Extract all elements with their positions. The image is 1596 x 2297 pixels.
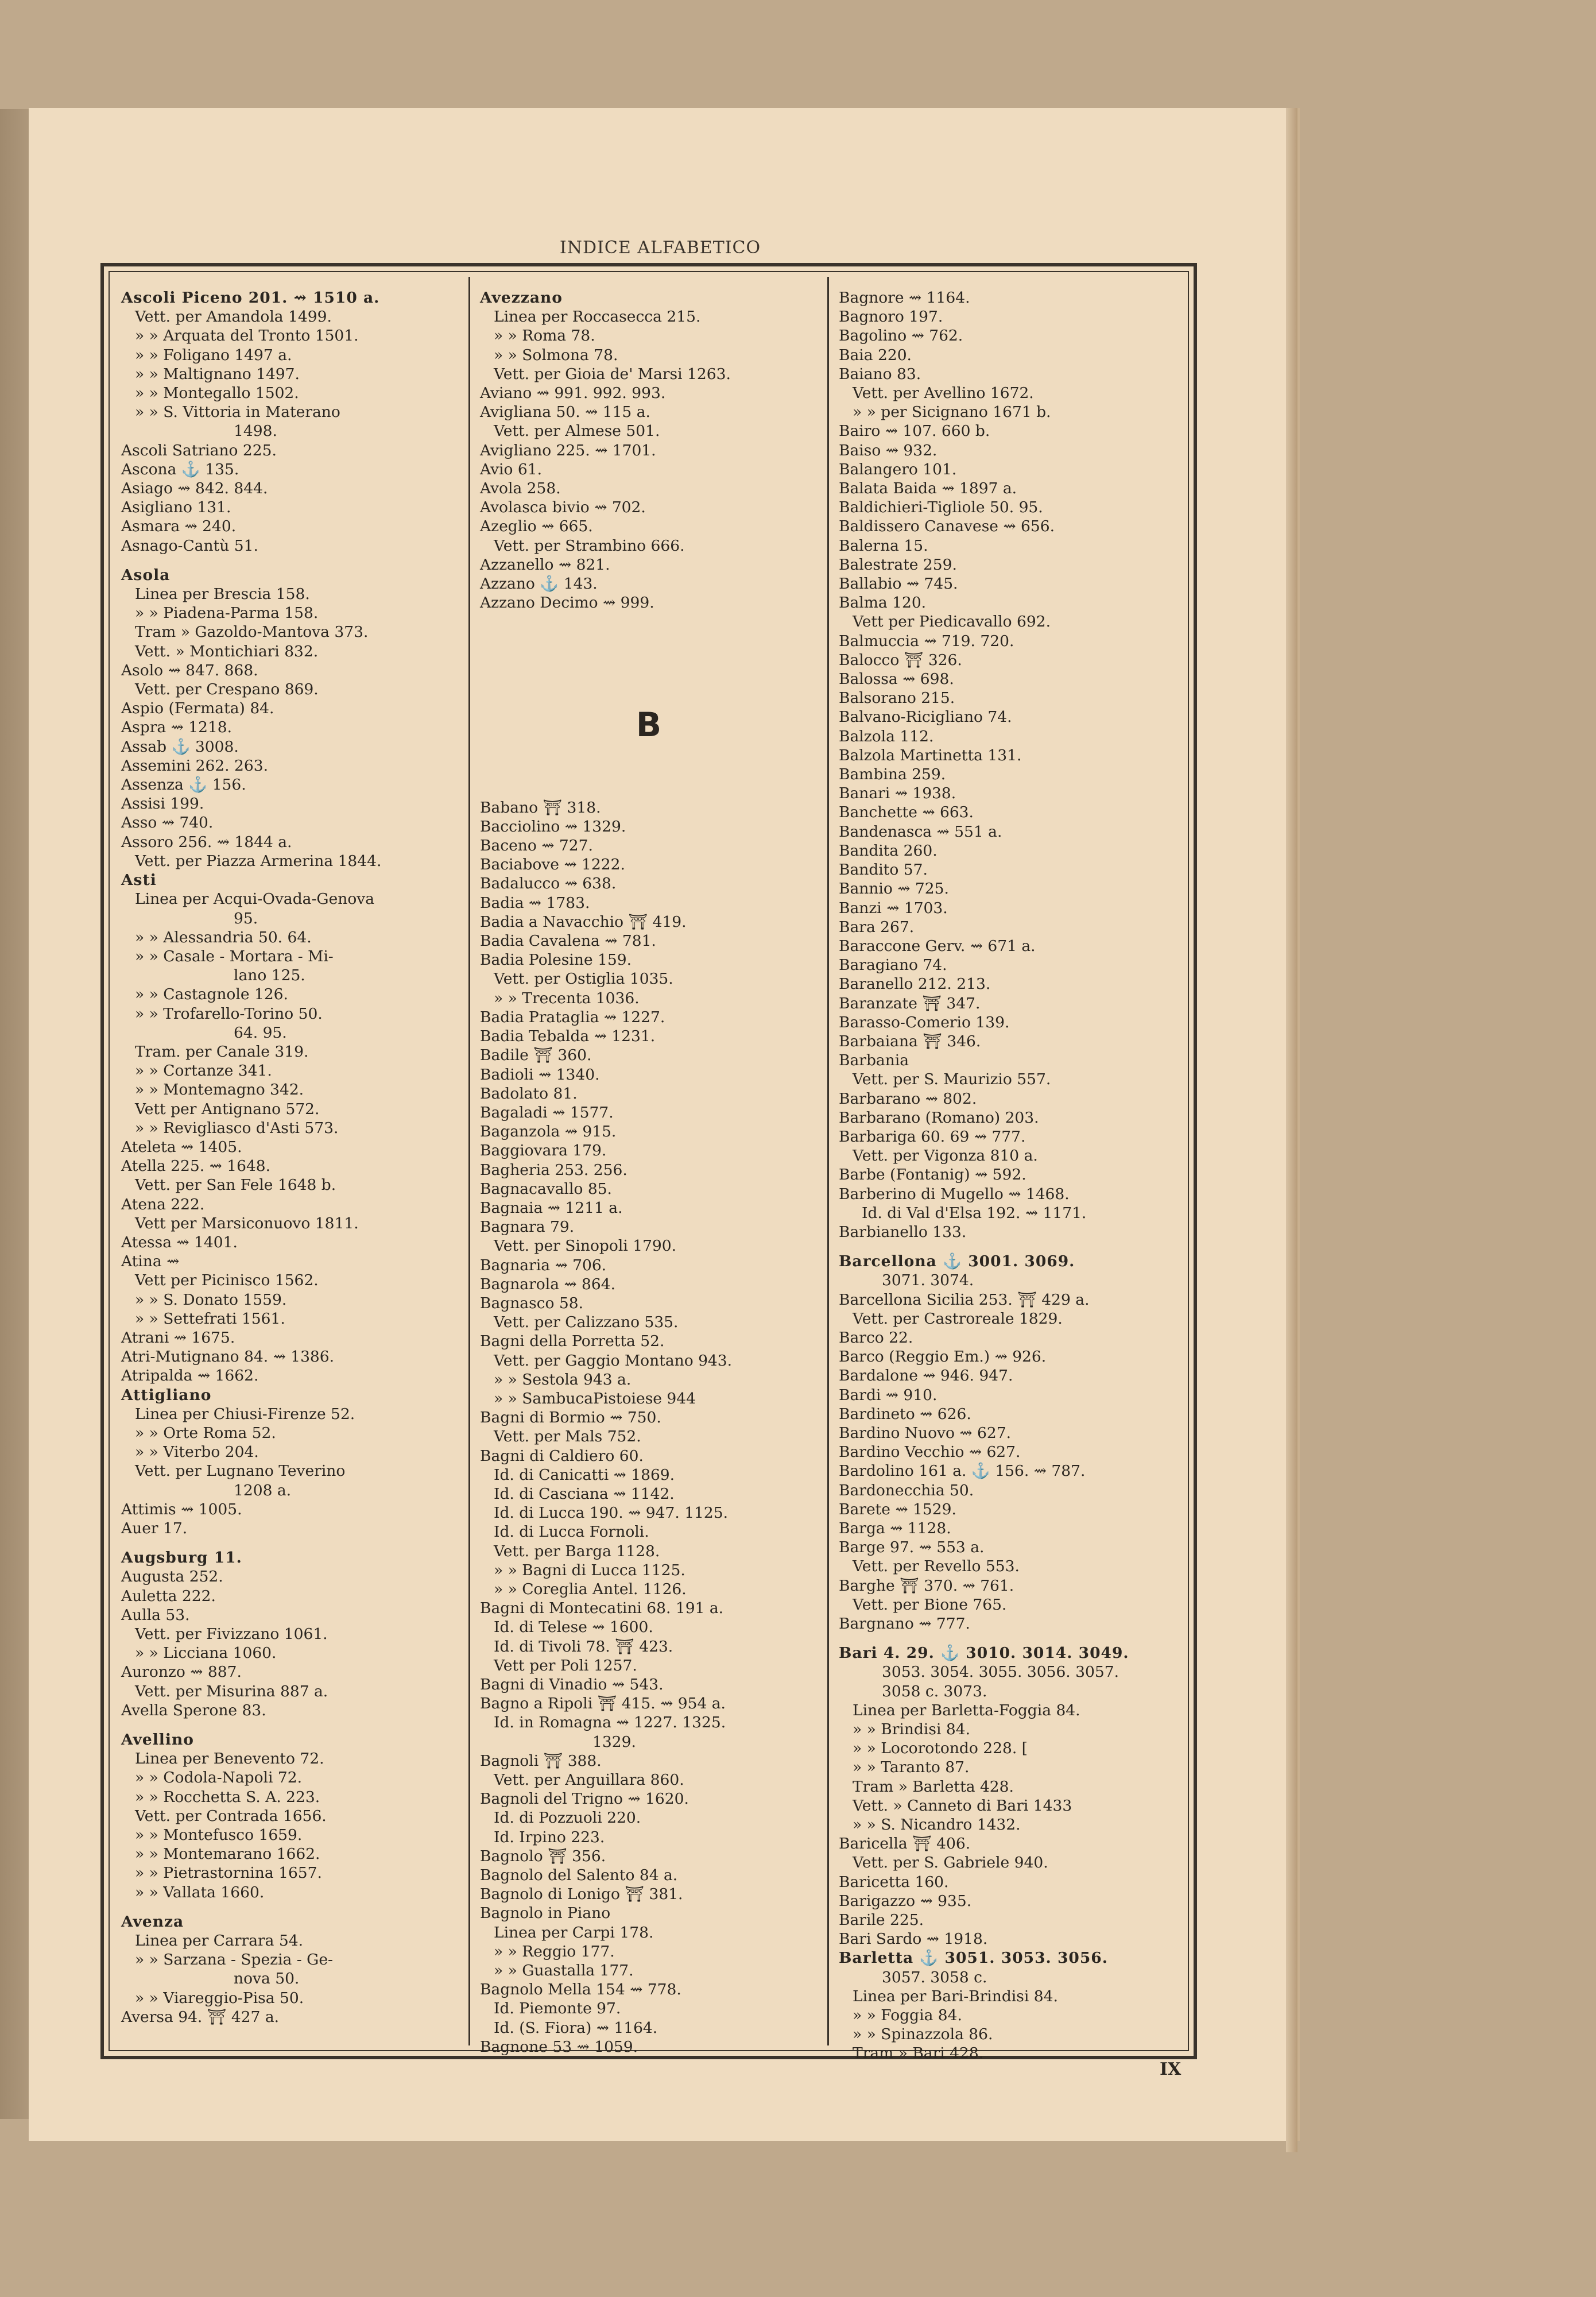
index-entry: Badia Prataglia ⇝ 1227. xyxy=(480,1008,665,1026)
index-entry: » » Bagni di Lucca 1125. xyxy=(494,1561,685,1579)
index-entry: Balocco ⛩ 326. xyxy=(839,651,962,669)
index-entry: Bagnore ⇝ 1164. xyxy=(839,289,970,307)
index-column-3 xyxy=(839,288,1176,2063)
index-entry: Badia Tebalda ⇝ 1231. xyxy=(480,1027,656,1046)
index-entry: » » Rocchetta S. A. 223. xyxy=(135,1788,320,1806)
index-entry: » » Cortanze 341. xyxy=(135,1062,272,1080)
index-entry: Linea per Chiusi-Firenze 52. xyxy=(135,1405,355,1423)
index-entry: Vett per Picinisco 1562. xyxy=(135,1271,319,1290)
index-entry: » » per Sicignano 1671 b. xyxy=(853,403,1051,421)
index-entry: Atena 222. xyxy=(121,1195,205,1213)
index-entry: Badioli ⇝ 1340. xyxy=(480,1065,600,1084)
index-entry: Linea per Brescia 158. xyxy=(135,585,310,604)
index-entry: Babano ⛩ 318. xyxy=(480,798,601,817)
index-entry: Balma 120. xyxy=(839,594,927,612)
index-entry: » » Licciana 1060. xyxy=(135,1644,277,1662)
index-entry: Bagnone 53 ⇝ 1059. xyxy=(480,2037,638,2056)
index-entry: » » Trecenta 1036. xyxy=(494,989,640,1007)
index-entry: Barcellona Sicilia 253. ⛩ 429 a. xyxy=(839,1290,1090,1309)
index-entry: Vett. per Contrada 1656. xyxy=(135,1807,327,1825)
index-entry: Avella Sperone 83. xyxy=(121,1701,266,1719)
index-entry: » » Spinazzola 86. xyxy=(853,2025,993,2044)
index-entry: Auer 17. xyxy=(121,1519,188,1537)
index-entry: Baranzate ⛩ 347. xyxy=(839,994,981,1012)
index-entry: » » Montemarano 1662. xyxy=(135,1845,320,1863)
index-entry: Vett per Marsiconuovo 1811. xyxy=(135,1214,359,1232)
index-heading: Avezzano xyxy=(480,289,563,307)
index-entry: » » Montegallo 1502. xyxy=(135,384,299,403)
index-entry: Vett. per S. Maurizio 557. xyxy=(853,1070,1051,1089)
index-entry: Bardolino 161 a. ⚓ 156. ⇝ 787. xyxy=(839,1462,1086,1480)
index-entry: Barete ⇝ 1529. xyxy=(839,1500,956,1518)
index-entry: Bagni di Vinadio ⇝ 543. xyxy=(480,1676,664,1693)
index-entry: Linea per Roccasecca 215. xyxy=(494,308,701,326)
index-entry: » » Pietrastornina 1657. xyxy=(135,1864,322,1882)
index-entry: Atessa ⇝ 1401. xyxy=(121,1233,238,1251)
index-heading: Bari 4. 29. ⚓ 3010. 3014. 3049. xyxy=(839,1644,1129,1662)
index-entry: Asiago ⇝ 842. 844. xyxy=(121,479,268,498)
index-entry: Badia ⇝ 1783. xyxy=(480,894,590,912)
index-entry: Bagnoro 197. xyxy=(839,308,943,326)
index-entry: Barile 225. xyxy=(839,1911,924,1929)
index-entry: Baganzola ⇝ 915. xyxy=(480,1123,617,1141)
index-entry: Bagnolo del Salento 84 a. xyxy=(480,1866,678,1885)
index-entry: Vett. per Ostiglia 1035. xyxy=(494,970,673,988)
index-entry: Ateleta ⇝ 1405. xyxy=(121,1138,242,1156)
index-entry: Vett. per Misurina 887 a. xyxy=(135,1682,328,1700)
index-entry: » » Montefusco 1659. xyxy=(135,1826,303,1844)
index-entry: Vett. per Bione 765. xyxy=(853,1595,1007,1614)
index-entry: Assoro 256. ⇝ 1844 a. xyxy=(121,833,292,851)
index-entry: Bagni della Porretta 52. xyxy=(480,1332,665,1351)
index-entry: Bagni di Caldiero 60. xyxy=(480,1447,644,1465)
index-entry: Baldissero Canavese ⇝ 656. xyxy=(839,517,1055,536)
index-entry: Balsorano 215. xyxy=(839,689,955,707)
index-entry: Baldichieri-Tigliole 50. 95. xyxy=(839,498,1043,517)
index-frame xyxy=(100,263,1197,2063)
index-entry: Badia Cavalena ⇝ 781. xyxy=(480,932,656,950)
index-entry: Badalucco ⇝ 638. xyxy=(480,875,617,893)
index-entry: Id. di Lucca Fornoli. xyxy=(494,1523,649,1541)
index-entry: Asmara ⇝ 240. xyxy=(121,517,237,536)
index-entry: » » Roma 78. xyxy=(494,327,595,345)
index-entry: » » Taranto 87. xyxy=(853,1758,970,1777)
index-entry: » » Alessandria 50. 64. xyxy=(135,928,312,946)
page-number: IX xyxy=(1160,2059,1181,2079)
index-entry: Badile ⛩ 360. xyxy=(480,1046,592,1065)
index-entry: » » Piadena-Parma 158. xyxy=(135,604,319,622)
index-entry: Tram » Barletta 428. xyxy=(853,1777,1014,1796)
index-entry: lano 125. xyxy=(234,966,305,985)
index-entry: Baia 220. xyxy=(839,346,912,364)
index-entry: Balzola Martinetta 131. xyxy=(839,746,1022,764)
index-entry: Linea per Barletta-Foggia 84. xyxy=(853,1701,1080,1719)
index-entry: » » S. Vittoria in Materano xyxy=(135,403,340,421)
index-entry: Vett. per Lugnano Teverino xyxy=(135,1462,346,1480)
index-entry: » » Foggia 84. xyxy=(853,2006,962,2025)
section-letter: B xyxy=(636,705,662,745)
index-entry: Avigliano 225. ⇝ 1701. xyxy=(480,441,656,459)
index-entry: » » Guastalla 177. xyxy=(494,1962,634,1980)
index-entry: Id. (S. Fiora) ⇝ 1164. xyxy=(494,2018,658,2037)
index-entry: » » SambucaPistoiese 944 xyxy=(494,1389,696,1407)
index-entry: Bagaladi ⇝ 1577. xyxy=(480,1103,614,1122)
column-divider xyxy=(827,277,829,2045)
index-entry: Bagnaria ⇝ 706. xyxy=(480,1256,607,1274)
index-entry: Atella 225. ⇝ 1648. xyxy=(121,1157,271,1175)
index-entry: » » Sarzana - Spezia - Ge- xyxy=(135,1951,333,1969)
index-entry: Banchette ⇝ 663. xyxy=(839,803,974,822)
index-entry: Balata Baida ⇝ 1897 a. xyxy=(839,479,1017,498)
index-entry: Bagnarola ⇝ 864. xyxy=(480,1275,616,1293)
book-page xyxy=(29,108,1292,2141)
index-entry: Id. di Canicatti ⇝ 1869. xyxy=(494,1465,675,1484)
index-entry: Barbarano (Romano) 203. xyxy=(839,1108,1039,1127)
column-divider xyxy=(468,277,470,2045)
index-entry: Bagni di Montecatini 68. 191 a. xyxy=(480,1599,724,1618)
index-entry: Barbaiana ⛩ 346. xyxy=(839,1032,981,1050)
index-entry: Assenza ⚓ 156. xyxy=(121,776,246,794)
index-entry: 3057. 3058 c. xyxy=(882,1968,987,1986)
index-entry: Id. di Pozzuoli 220. xyxy=(494,1809,641,1827)
index-entry: Bari Sardo ⇝ 1918. xyxy=(839,1930,988,1948)
index-entry: Asolo ⇝ 847. 868. xyxy=(121,661,258,679)
index-entry: Bagnolo in Piano xyxy=(480,1904,611,1923)
index-entry: Baiso ⇝ 932. xyxy=(839,441,938,459)
index-entry: » » Castagnole 126. xyxy=(135,985,288,1004)
index-heading: Attigliano xyxy=(121,1386,212,1404)
index-entry: Vett. per Castroreale 1829. xyxy=(853,1309,1063,1328)
index-entry: Id. di Val d'Elsa 192. ⇝ 1171. xyxy=(862,1204,1087,1222)
index-entry: Bardalone ⇝ 946. 947. xyxy=(839,1367,1013,1385)
index-entry: 1498. xyxy=(234,422,277,440)
index-entry: Id. di Casciana ⇝ 1142. xyxy=(494,1484,675,1503)
index-entry: Id. di Telese ⇝ 1600. xyxy=(494,1618,653,1637)
index-entry: Bacciolino ⇝ 1329. xyxy=(480,817,626,836)
index-entry: Tram » Gazoldo-Mantova 373. xyxy=(135,623,369,641)
index-entry: Barge 97. ⇝ 553 a. xyxy=(839,1538,985,1557)
index-entry: Bardi ⇝ 910. xyxy=(839,1386,938,1404)
index-column-1 xyxy=(121,288,459,2027)
index-entry: Balangero 101. xyxy=(839,460,957,478)
index-entry: » » Foligano 1497 a. xyxy=(135,346,292,364)
index-entry: Vett. per Gaggio Montano 943. xyxy=(494,1351,733,1370)
index-entry: Vett. per Vigonza 810 a. xyxy=(853,1147,1038,1165)
index-entry: Bagnaia ⇝ 1211 a. xyxy=(480,1198,623,1217)
index-entry: Balerna 15. xyxy=(839,536,928,555)
index-entry: 3053. 3054. 3055. 3056. 3057. xyxy=(882,1663,1119,1681)
index-entry: Bagnolo Mella 154 ⇝ 778. xyxy=(480,1981,681,1999)
index-entry: Barco 22. xyxy=(839,1328,913,1347)
index-entry: Baricetta 160. xyxy=(839,1873,949,1891)
index-entry: Bambina 259. xyxy=(839,765,946,784)
index-entry: Azzano Decimo ⇝ 999. xyxy=(480,594,654,612)
index-entry: Bardineto ⇝ 626. xyxy=(839,1405,971,1423)
index-entry: Vett. per Calizzano 535. xyxy=(494,1313,679,1332)
index-entry: Id. Irpino 223. xyxy=(494,1828,605,1846)
index-entry: Vett. per Mals 752. xyxy=(494,1428,641,1446)
index-entry: Bagnolo di Lonigo ⛩ 381. xyxy=(480,1885,683,1904)
index-entry: » » Settefrati 1561. xyxy=(135,1309,285,1328)
index-entry: Barbianello 133. xyxy=(839,1223,967,1241)
index-entry: Assemini 262. 263. xyxy=(121,756,269,775)
index-entry: Linea per Acqui-Ovada-Genova xyxy=(135,890,375,908)
index-entry: Bagheria 253. 256. xyxy=(480,1161,627,1179)
index-entry: 3058 c. 3073. xyxy=(882,1682,987,1700)
index-heading: Avellino xyxy=(121,1731,194,1749)
index-entry: » » Orte Roma 52. xyxy=(135,1424,276,1442)
index-entry: Ascona ⚓ 135. xyxy=(121,460,239,478)
index-entry: Banzi ⇝ 1703. xyxy=(839,899,948,917)
index-entry: Vett. per Piazza Armerina 1844. xyxy=(135,852,382,870)
index-entry: » » Casale - Mortara - Mi- xyxy=(135,947,334,965)
index-column-2 xyxy=(480,288,818,2056)
index-entry: » » Montemagno 342. xyxy=(135,1081,304,1099)
index-entry: Vett per Antignano 572. xyxy=(135,1100,320,1118)
index-entry: Avigliana 50. ⇝ 115 a. xyxy=(480,403,650,421)
index-entry: Barberino di Mugello ⇝ 1468. xyxy=(839,1185,1070,1203)
index-entry: Avio 61. xyxy=(480,460,543,478)
index-entry: Barbania xyxy=(839,1051,909,1070)
index-entry: Balmuccia ⇝ 719. 720. xyxy=(839,632,1014,650)
index-entry: Auronzo ⇝ 887. xyxy=(121,1663,242,1681)
index-entry: Atrani ⇝ 1675. xyxy=(121,1328,235,1347)
index-entry: Vett. per Gioia de' Marsi 1263. xyxy=(494,365,731,383)
index-heading: Asti xyxy=(121,871,157,890)
index-entry: Bagni di Bormio ⇝ 750. xyxy=(480,1409,661,1427)
index-entry: Atri-Mutignano 84. ⇝ 1386. xyxy=(121,1348,335,1366)
index-entry: Atripalda ⇝ 1662. xyxy=(121,1367,259,1385)
index-entry: Bandenasca ⇝ 551 a. xyxy=(839,822,1002,841)
index-entry: Auletta 222. xyxy=(121,1587,216,1605)
index-entry: Aulla 53. xyxy=(121,1606,190,1624)
index-entry: » » Reggio 177. xyxy=(494,1942,615,1960)
index-entry: Bardino Nuovo ⇝ 627. xyxy=(839,1424,1012,1442)
index-entry: Banari ⇝ 1938. xyxy=(839,784,956,803)
index-entry: Linea per Carpi 178. xyxy=(494,1923,654,1942)
index-entry: Vett. per Fivizzano 1061. xyxy=(135,1625,328,1644)
index-entry: Assisi 199. xyxy=(121,795,204,813)
index-entry: Bagno a Ripoli ⛩ 415. ⇝ 954 a. xyxy=(480,1695,726,1713)
index-entry: Balvano-Ricigliano 74. xyxy=(839,708,1012,726)
index-entry: » » Viterbo 204. xyxy=(135,1443,259,1461)
index-entry: Vett per Piedicavallo 692. xyxy=(853,613,1051,631)
index-entry: Vett. per Amandola 1499. xyxy=(135,308,332,326)
index-entry: » » S. Nicandro 1432. xyxy=(853,1816,1021,1834)
index-entry: Badia a Navacchio ⛩ 419. xyxy=(480,912,687,931)
index-column-2-top xyxy=(480,288,818,612)
index-entry: Badia Polesine 159. xyxy=(480,951,632,969)
index-entry: Bagnacavallo 85. xyxy=(480,1180,612,1198)
index-entry: Vett. per Strambino 666. xyxy=(494,536,685,555)
index-entry: Bandito 57. xyxy=(839,861,928,879)
index-entry: Barbariga 60. 69 ⇝ 777. xyxy=(839,1127,1026,1146)
index-entry: Azzanello ⇝ 821. xyxy=(480,555,610,574)
index-entry: » » Locorotondo 228. [ xyxy=(853,1739,1028,1758)
index-entry: » » Viareggio-Pisa 50. xyxy=(135,1989,304,2007)
index-entry: Aspio (Fermata) 84. xyxy=(121,699,274,718)
index-entry: Vett. » Canneto di Bari 1433 xyxy=(853,1796,1072,1815)
index-entry: Tram » Bari 428. xyxy=(853,2044,984,2063)
index-entry: 3071. 3074. xyxy=(882,1271,974,1290)
index-entry: Assab ⚓ 3008. xyxy=(121,737,239,756)
index-entry: Vett. per San Fele 1648 b. xyxy=(135,1176,336,1194)
index-entry: Attimis ⇝ 1005. xyxy=(121,1500,242,1518)
index-frame-inner xyxy=(109,271,1189,2063)
index-entry: Asso ⇝ 740. xyxy=(121,814,214,832)
index-entry: Baggiovara 179. xyxy=(480,1142,607,1160)
index-entry: Bara 267. xyxy=(839,918,915,936)
index-entry: » » Maltignano 1497. xyxy=(135,365,300,383)
index-entry: Ascoli Satriano 225. xyxy=(121,441,277,459)
index-entry: » » Coreglia Antel. 1126. xyxy=(494,1580,687,1598)
index-entry: Vett. per Avellino 1672. xyxy=(853,384,1034,403)
index-entry: 64. 95. xyxy=(234,1023,287,1042)
index-entry: Asigliano 131. xyxy=(121,498,231,517)
index-entry: Linea per Benevento 72. xyxy=(135,1750,324,1768)
page-edge xyxy=(1286,108,1297,2152)
index-entry: » » Codola-Napoli 72. xyxy=(135,1769,303,1787)
index-entry: Vett. per Sinopoli 1790. xyxy=(494,1237,677,1255)
index-entry: Balzola 112. xyxy=(839,727,934,745)
index-entry: Bagnoli del Trigno ⇝ 1620. xyxy=(480,1790,689,1808)
index-entry: 1208 a. xyxy=(234,1481,292,1499)
index-entry: Bardino Vecchio ⇝ 627. xyxy=(839,1443,1021,1461)
index-entry: Atina ⇝ xyxy=(121,1252,180,1271)
index-heading: Augsburg 11. xyxy=(121,1549,242,1567)
index-entry: Bagnolo ⛩ 356. xyxy=(480,1847,606,1865)
index-entry: Vett. per S. Gabriele 940. xyxy=(853,1854,1048,1872)
index-entry: Barghe ⛩ 370. ⇝ 761. xyxy=(839,1576,1014,1595)
index-entry: Linea per Bari-Brindisi 84. xyxy=(853,1987,1058,2005)
index-entry: Tram. per Canale 319. xyxy=(135,1042,309,1061)
index-entry: Barbarano ⇝ 802. xyxy=(839,1089,977,1108)
index-heading: Asola xyxy=(121,566,171,584)
index-entry: Vett. per Almese 501. xyxy=(494,422,660,440)
index-entry: Barco (Reggio Em.) ⇝ 926. xyxy=(839,1348,1047,1366)
index-entry: Baiano 83. xyxy=(839,365,921,383)
index-heading: Ascoli Piceno 201. ⇝ 1510 a. xyxy=(121,289,380,307)
index-entry: » » Solmona 78. xyxy=(494,346,618,364)
index-entry: Vett. per Revello 553. xyxy=(853,1557,1020,1576)
index-entry: Aviano ⇝ 991. 992. 993. xyxy=(480,384,666,403)
index-entry: Balestrate 259. xyxy=(839,555,957,574)
index-entry: Asnago-Cantù 51. xyxy=(121,536,258,555)
index-entry: Baranello 212. 213. xyxy=(839,975,991,993)
index-entry: Bagnoli ⛩ 388. xyxy=(480,1751,602,1770)
index-entry: Vett. » Montichiari 832. xyxy=(135,642,319,660)
index-entry: Baciabove ⇝ 1222. xyxy=(480,856,625,874)
index-entry: 1329. xyxy=(592,1733,636,1751)
index-entry: Baraccone Gerv. ⇝ 671 a. xyxy=(839,937,1036,955)
index-entry: Azzano ⚓ 143. xyxy=(480,575,598,593)
index-entry: » » Vallata 1660. xyxy=(135,1883,265,1901)
index-heading: Barcellona ⚓ 3001. 3069. xyxy=(839,1252,1075,1271)
index-entry: Balossa ⇝ 698. xyxy=(839,670,954,689)
index-entry: » » Trofarello-Torino 50. xyxy=(135,1004,323,1023)
index-entry: Avola 258. xyxy=(480,479,561,498)
index-entry: Bagnasco 58. xyxy=(480,1294,584,1312)
index-entry: Aversa 94. ⛩ 427 a. xyxy=(121,2008,280,2026)
index-entry: Barbe (Fontanig) ⇝ 592. xyxy=(839,1166,1026,1184)
index-entry: Bannio ⇝ 725. xyxy=(839,880,949,898)
index-entry: Vett. per Crespano 869. xyxy=(135,680,319,699)
index-entry: Bardonecchia 50. xyxy=(839,1481,974,1499)
index-entry: nova 50. xyxy=(234,1970,300,1988)
index-entry: Azeglio ⇝ 665. xyxy=(480,517,593,536)
running-title: INDICE ALFABETICO xyxy=(559,238,761,258)
index-heading: Avenza xyxy=(121,1912,184,1931)
index-entry: Id. di Tivoli 78. ⛩ 423. xyxy=(494,1637,673,1656)
index-entry: Bagolino ⇝ 762. xyxy=(839,327,963,345)
index-entry: Barigazzo ⇝ 935. xyxy=(839,1892,972,1910)
index-entry: Bairo ⇝ 107. 660 b. xyxy=(839,422,990,440)
index-entry: 95. xyxy=(234,909,258,927)
index-entry: Augusta 252. xyxy=(121,1568,223,1586)
index-entry: Badolato 81. xyxy=(480,1084,578,1103)
index-entry: Id. di Lucca 190. ⇝ 947. 1125. xyxy=(494,1504,729,1522)
index-column-2-bottom xyxy=(480,798,818,2056)
index-entry: Barga ⇝ 1128. xyxy=(839,1519,951,1537)
index-entry: Baragiano 74. xyxy=(839,956,947,975)
index-entry: Barasso-Comerio 139. xyxy=(839,1013,1010,1031)
index-entry: Avolasca bivio ⇝ 702. xyxy=(480,498,646,517)
index-entry: Bandita 260. xyxy=(839,841,938,860)
index-entry: » » Arquata del Tronto 1501. xyxy=(135,327,359,345)
index-entry: Bagnara 79. xyxy=(480,1218,575,1236)
index-entry: Bargnano ⇝ 777. xyxy=(839,1615,970,1633)
index-entry: Aspra ⇝ 1218. xyxy=(121,718,233,737)
index-heading: Barletta ⚓ 3051. 3053. 3056. xyxy=(839,1949,1108,1967)
index-entry: » » S. Donato 1559. xyxy=(135,1290,287,1309)
index-entry: » » Sestola 943 a. xyxy=(494,1370,632,1389)
index-entry: Id. in Romagna ⇝ 1227. 1325. xyxy=(494,1714,726,1732)
index-entry: Id. Piemonte 97. xyxy=(494,2000,621,2018)
index-entry: Baceno ⇝ 727. xyxy=(480,837,593,855)
index-entry: » » Revigliasco d'Asti 573. xyxy=(135,1119,339,1137)
index-entry: Ballabio ⇝ 745. xyxy=(839,575,958,593)
index-entry: Linea per Carrara 54. xyxy=(135,1932,304,1950)
index-entry: » » Brindisi 84. xyxy=(853,1720,971,1739)
index-entry: Vett. per Barga 1128. xyxy=(494,1542,660,1560)
index-entry: Vett per Poli 1257. xyxy=(494,1656,637,1675)
index-entry: Baricella ⛩ 406. xyxy=(839,1835,971,1853)
index-entry: Vett. per Anguillara 860. xyxy=(494,1771,684,1789)
